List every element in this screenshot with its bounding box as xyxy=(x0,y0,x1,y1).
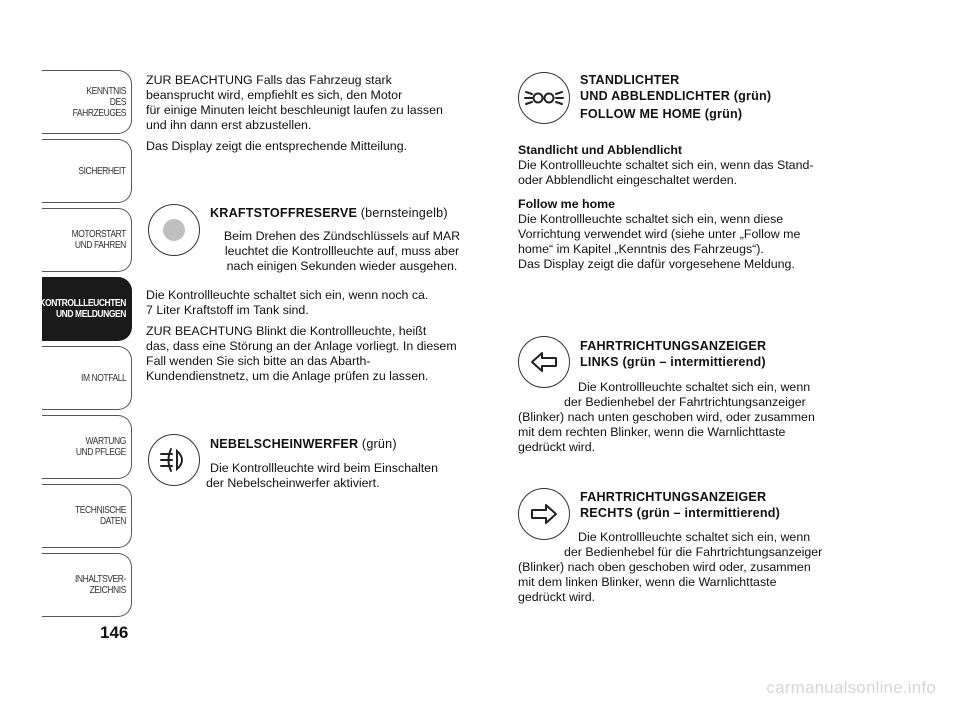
tab-motorstart[interactable]: MOTORSTART UND FAHREN xyxy=(42,208,132,272)
fuel-reserve-body: Die Kontrollleuchte schaltet sich ein, wenn noch ca. 7 Liter Kraftstoff im Tank sind. ZUR BEACHTUNG Blinkt die Kontrollleuchte, heißt das, dass eine Störung an der Anlage vorliegt. In diesem Fall wenden Sie sich bitte an das Abarth- Kundendienstnetz, um die Anlage prüfen zu lassen. xyxy=(146,288,457,383)
position-lights-body: Standlicht und Abblendlicht Die Kontrollleuchte schaltet sich ein, wenn das Stand- oder Abblendlicht eingeschaltet werden. Follow me home Die Kontrollleuchte schaltet sich ein, wenn diese Vorrichtung verwendet wird (siehe unter „Follow me home“ im Kapitel „Kenntnis des Fahrzeugs“). Das Display zeigt die dafür vorgesehene Meldung. xyxy=(518,143,814,271)
tab-sicherheit[interactable]: SICHERHEIT xyxy=(42,139,132,203)
tab-kenntnis[interactable]: KENNTNIS DES FAHRZEUGES xyxy=(42,70,132,134)
left-indicator-desc: Die Kontrollleuchte schaltet sich ein, wenn der Bedienhebel der Fahrtrichtungsanzeiger (Blinker) nach unten geschoben wird, oder zusammen mit dem rechten Blinker, wenn die Warnlichttaste gedrückt wird. xyxy=(518,380,815,454)
position-lights-icon xyxy=(518,72,570,124)
tab-wartung[interactable]: WARTUNG UND PFLEGE xyxy=(42,415,132,479)
fog-light-icon xyxy=(148,434,200,486)
fuel-reserve-heading: KRAFTSTOFFRESERVE (bernsteingelb) xyxy=(210,206,448,220)
intro-note: ZUR BEACHTUNG Falls das Fahrzeug stark beansprucht wird, empfiehlt es sich, den Motor für einige Minuten leicht beschleunigt laufen zu lassen und ihn dann erst abzustellen. Das Display zeigt die entsprechende Mitteilung. xyxy=(146,73,443,153)
right-indicator-heading: FAHRTRICHTUNGSANZEIGER RECHTS (grün – intermittierend) xyxy=(580,490,781,520)
fog-light-desc: Die Kontrollleuchte wird beim Einschalten der Nebelscheinwerfer aktiviert. xyxy=(206,461,438,490)
tab-inhaltsverzeichnis[interactable]: INHALTSVER- ZEICHNIS xyxy=(42,553,132,617)
tab-kontrollleuchten[interactable]: KONTROLLLEUCHTEN UND MELDUNGEN xyxy=(42,277,132,341)
position-lights-heading: STANDLICHTER UND ABBLENDLICHTER (grün) FOLLOW ME HOME (grün) xyxy=(580,73,772,121)
page-number: 146 xyxy=(100,623,129,642)
right-indicator-desc: Die Kontrollleuchte schaltet sich ein, wenn der Bedienhebel für die Fahrtrichtungsanzeiger (Blinker) nach oben geschoben wird oder, zusammen mit dem linken Blinker, wenn die Warnlichttaste gedrückt wird. xyxy=(518,530,823,604)
tab-technische-daten[interactable]: TECHNISCHE DATEN xyxy=(42,484,132,548)
left-indicator-heading: FAHRTRICHTUNGSANZEIGER LINKS (grün – intermittierend) xyxy=(580,339,767,369)
fog-light-heading: NEBELSCHEINWERFER (grün) xyxy=(210,437,397,451)
watermark: carmanualsonline.info xyxy=(766,678,936,697)
fuel-reserve-desc: Beim Drehen des Zündschlüssels auf MAR leuchtet die Kontrollleuchte auf, muss aber nach einigen Sekunden wieder ausgehen. xyxy=(223,229,461,273)
tab-im-notfall[interactable]: IM NOTFALL xyxy=(42,346,132,410)
